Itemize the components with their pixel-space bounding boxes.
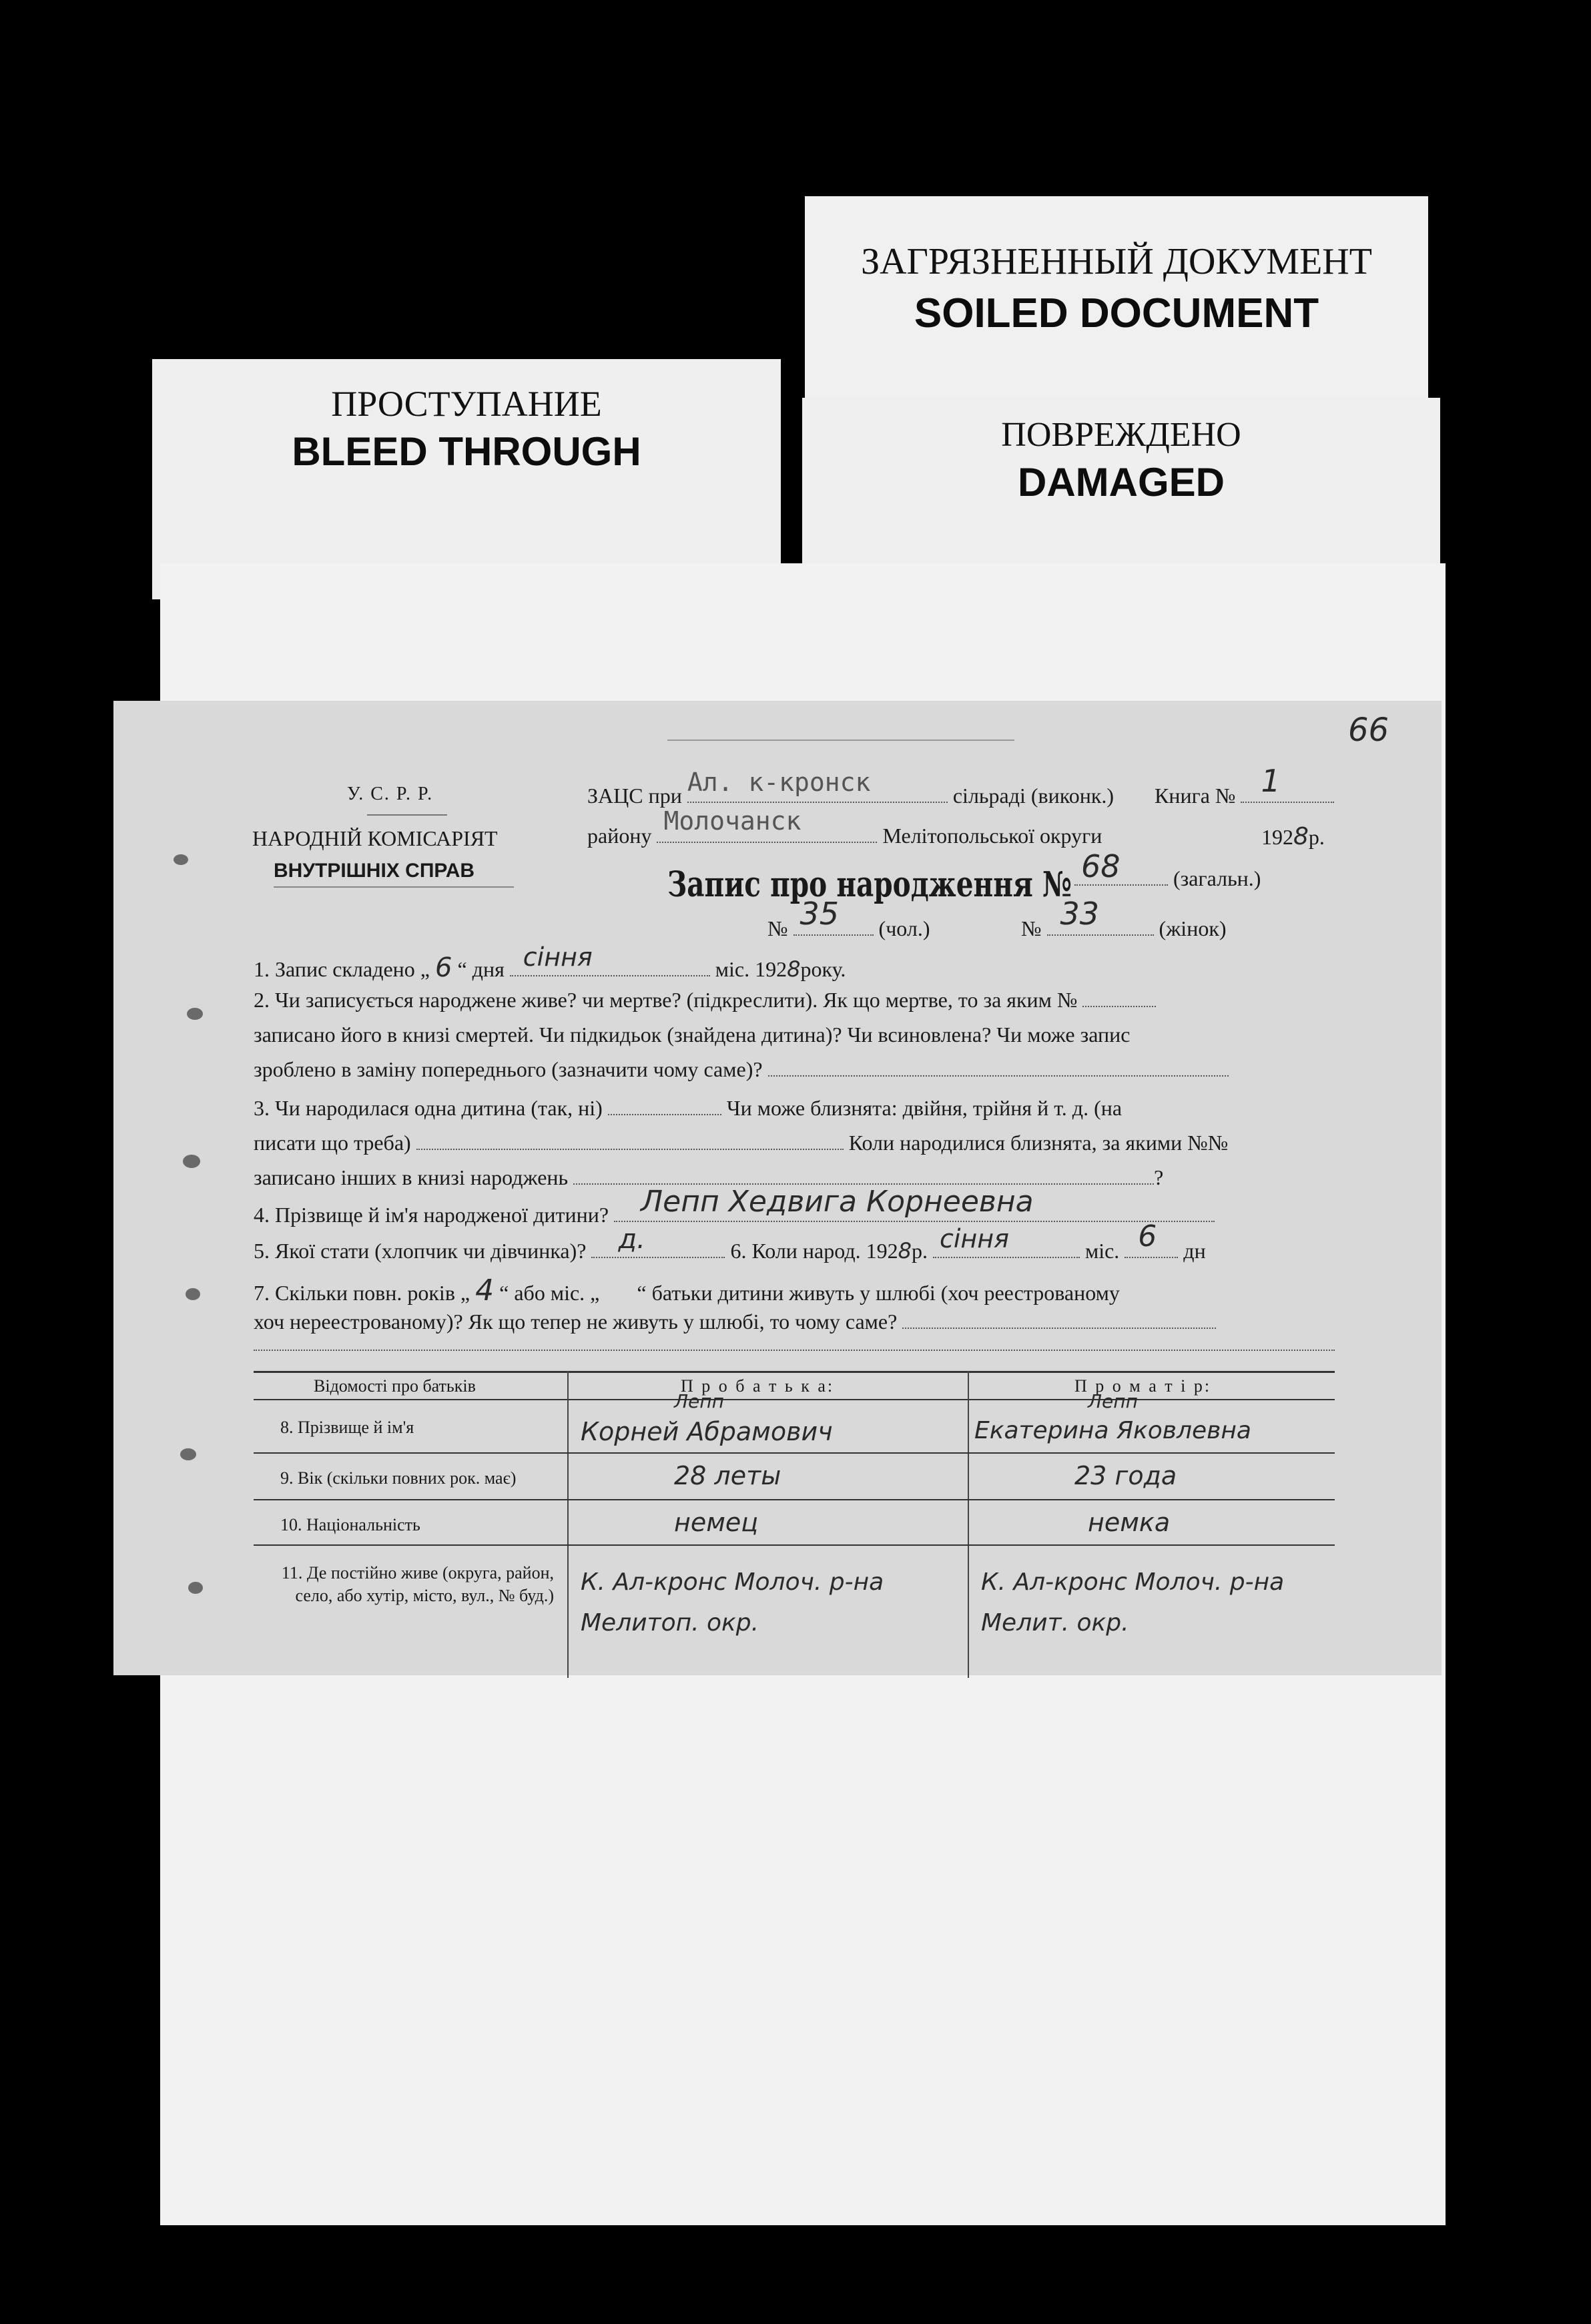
year-prefix: 192 — [1261, 825, 1293, 849]
l1-roku: року. — [800, 957, 846, 981]
father-surname: Лепп — [674, 1390, 724, 1412]
selrada-value: Ал. к-кронск — [687, 768, 871, 797]
l2-text: 2. Чи записується народжене живе? чи мертве? (підкреслити). Як що мертве, то за яким № — [254, 988, 1078, 1012]
punch-hole — [180, 1448, 196, 1460]
l9-r: р. — [911, 1239, 928, 1263]
damaged-label-en: DAMAGED — [1018, 460, 1225, 505]
col-parents-info: Відомості про батьків — [314, 1376, 476, 1396]
year-suffix: р. — [1308, 825, 1325, 849]
l10-label: 7. Скільки повн. років „ — [254, 1281, 470, 1305]
l9-dn: дн — [1183, 1239, 1206, 1263]
l6-label: писати що треба) — [254, 1131, 411, 1155]
zats-label: ЗАЦС при — [587, 784, 682, 808]
field-2-cont: записано його в книзі смертей. Чи підкидьок (знайдена дитина)? Чи всиновлена? Чи може запис — [254, 1023, 1131, 1047]
row-residence-label: 11. Де постійно живе (округа, район, село, або хутір, місто, вул., № буд.) — [281, 1563, 554, 1605]
field-3-single — [254, 1097, 1122, 1119]
l4-text: зроблено в заміну попереднього (зазначити чому саме)? — [254, 1057, 763, 1081]
district-value: Молочанск — [663, 806, 802, 836]
book-value: 1 — [1261, 763, 1281, 799]
record-number: 68 — [1081, 848, 1121, 884]
l10-months: “ або міс. „ — [499, 1281, 600, 1305]
col-mother: П р о м а т і р: — [1074, 1376, 1212, 1396]
year-line — [1261, 825, 1325, 849]
l8-label: 4. Прізвище й ім'я народженої дитини? — [254, 1203, 609, 1227]
field-5-sex-birthdate — [254, 1219, 1206, 1263]
l1-dnya: “ дня — [457, 957, 505, 981]
l11-text: хоч нереестрованому)? Як що тепер не живуть у шлюбі, то чому саме? — [254, 1310, 898, 1334]
male-label: (чол.) — [878, 916, 930, 940]
field-7-cont — [254, 1311, 1216, 1332]
l9-mis: міс. — [1084, 1239, 1120, 1263]
field-3-cont — [254, 1132, 1228, 1153]
father-residence: К. Ал-кронс Молоч. р-на Мелитоп. окр. — [581, 1568, 884, 1637]
soiled-label-en: SOILED DOCUMENT — [914, 290, 1319, 336]
birth-day: 6 — [1138, 1219, 1157, 1253]
bleed-label-ru: ПРОСТУПАНИЕ — [331, 384, 602, 424]
field-2-replacement — [254, 1059, 1229, 1080]
field-2-alive — [254, 989, 1156, 1010]
punch-hole — [174, 854, 188, 865]
col-father: П р о б а т ь к а: — [681, 1376, 835, 1396]
district-line — [587, 806, 1102, 848]
punch-hole — [186, 1288, 200, 1300]
district-label: району — [587, 824, 652, 848]
bleed-label-en: BLEED THROUGH — [292, 429, 641, 474]
l1-month: сіння — [523, 942, 593, 972]
row-name-label: 8. Прізвище й ім'я — [280, 1418, 414, 1437]
field-1-record-date — [254, 942, 846, 983]
l1-mis: міс. 192 — [715, 957, 787, 981]
record-title: Запис про народження № — [667, 864, 1072, 905]
punch-hole — [183, 1155, 200, 1168]
male-number-line — [767, 896, 930, 940]
l1-label: 1. Запис складено „ — [254, 957, 430, 981]
selrada-suffix: сільраді (виконк.) — [952, 784, 1115, 808]
sex-value: д. — [618, 1224, 645, 1255]
father-nationality: немец — [674, 1508, 759, 1537]
l9-born-label: 6. Коли народ. 192 — [730, 1239, 898, 1263]
field-4-child-name — [254, 1185, 1215, 1227]
punch-hole — [188, 1582, 203, 1594]
mother-residence: К. Ал-кронс Молоч. р-на Мелит. окр. — [981, 1568, 1285, 1637]
female-number: 33 — [1060, 896, 1100, 932]
child-name-value: Лепп Хедвига Корнеевна — [641, 1185, 1034, 1219]
male-number: 35 — [800, 896, 840, 932]
okruga-label: Мелітопольської округи — [882, 824, 1102, 848]
zats-line — [587, 768, 1115, 808]
birth-year: 8 — [898, 1238, 912, 1263]
mother-name: Екатерина Яковлевна — [974, 1417, 1251, 1444]
l9-sex-label: 5. Якої стати (хлопчик чи дівчинка)? — [254, 1239, 587, 1263]
commissariat-dept: ВНУТРІШНІХ СПРАВ — [274, 860, 475, 882]
female-number-line — [1021, 896, 1227, 940]
total-number-line — [1074, 848, 1261, 890]
field-7-marriage — [254, 1273, 1120, 1308]
book-label: Книга № — [1155, 784, 1236, 808]
l7-label: записано інших в книзі народжень — [254, 1165, 569, 1189]
table-top-rule — [254, 1371, 1335, 1373]
total-label: (загальн.) — [1173, 866, 1261, 890]
mother-age: 23 года — [1074, 1461, 1177, 1490]
marriage-years: 4 — [475, 1273, 495, 1308]
father-name: Корней Абрамович — [581, 1417, 833, 1446]
mother-nationality: немка — [1088, 1508, 1171, 1537]
l7-end: ? — [1154, 1165, 1164, 1189]
father-age: 28 леты — [674, 1461, 781, 1490]
commissariat-label: НАРОДНІЙ КОМІСАРІЯТ — [252, 826, 498, 850]
l10-rest: “ батьки дитини живуть у шлюбі (хоч реестрованому — [637, 1281, 1120, 1305]
soiled-document-slip — [805, 196, 1428, 416]
punch-hole — [187, 1008, 203, 1020]
l6-twins-when: Коли народилися близнята, за якими №№ — [848, 1131, 1229, 1155]
female-prefix: № — [1021, 916, 1042, 940]
l1-year: 8 — [787, 956, 801, 982]
birth-record-form — [113, 701, 1442, 1675]
book-line — [1155, 763, 1334, 808]
row-nationality-label: 10. Національність — [280, 1515, 420, 1534]
row-age-label: 9. Вік (скільки повних рок. має) — [280, 1468, 517, 1488]
l1-day: 6 — [435, 952, 452, 983]
usrr-label: У. С. Р. Р. — [347, 784, 434, 804]
mother-surname: Лепп — [1088, 1390, 1138, 1412]
page-number: 66 — [1348, 711, 1389, 749]
male-prefix: № — [767, 916, 788, 940]
l5-label: 3. Чи народилася одна дитина (так, ні) — [254, 1096, 603, 1120]
female-label: (жінок) — [1159, 916, 1227, 940]
year-value: 8 — [1293, 823, 1309, 850]
damaged-label-ru: ПОВРЕЖДЕНО — [1001, 416, 1241, 454]
soiled-label-ru: ЗАГРЯЗНЕННЫЙ ДОКУМЕНТ — [861, 241, 1372, 282]
l5-twins: Чи може близнята: двійня, трійня й т. д. (на — [726, 1096, 1123, 1120]
birth-month: сіння — [939, 1224, 1009, 1253]
